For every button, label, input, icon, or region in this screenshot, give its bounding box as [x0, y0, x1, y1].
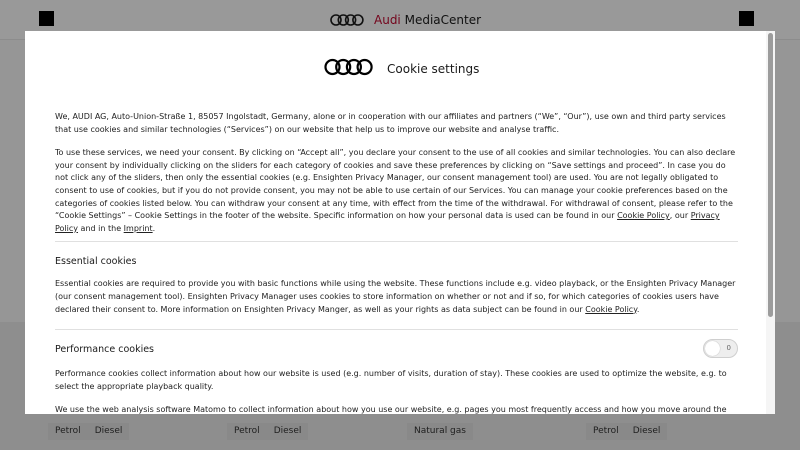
performance-cookies-toggle[interactable] [703, 339, 738, 358]
imprint-link[interactable]: Imprint [123, 223, 153, 233]
intro-separator: and in the [78, 223, 124, 233]
section-divider [55, 241, 738, 242]
fuel-tag[interactable]: Petrol [227, 423, 267, 440]
fuel-tag[interactable]: Diesel [626, 423, 668, 440]
fuel-tag[interactable]: Diesel [88, 423, 130, 440]
intro-paragraph-1: We, AUDI AG, Auto-Union-Straße 1, 85057 Ingolstadt, Germany, alone or in cooperation with our affiliates and partners (“We”, “Our”), use own and third party services that use cookies and similar technologies (“Services”) on our website that help us to improve our website and analyse traffic. [55, 112, 726, 134]
fuel-tag[interactable]: Petrol [48, 423, 88, 440]
dialog-header [25, 57, 766, 79]
essential-cookies-title: Essential cookies [55, 256, 137, 268]
essential-cookie-policy-link[interactable]: Cookie Policy [585, 304, 637, 314]
cookie-policy-link[interactable]: Cookie Policy [617, 211, 670, 221]
fuel-tag[interactable]: Natural gas [407, 423, 473, 440]
fuel-tag[interactable]: Diesel [267, 423, 309, 440]
intro-text: To use these services, we need your consent. By clicking on “Accept all”, you declare your consent to the use of all cookies and similar technologies. You can also declare your consent by individually clicking on the sliders for each category of cookies and save these preferences by clicking on “Save settings and proceed”. In case you do not click any of the sliders, then only the essential cookies (e.g. Ensighten Privacy Manager, our consent management tool) are used. You are not legally obligated to consent to use of cookies, but if you do not provide consent, you may not be able to use certain of our Services. You can manage your cookie preferences based on the categories of cookies listed below. You can withdraw your consent at any time, with effect from the time of the withdrawal. For withdrawal of consent, please refer to the “Cookie Settings” – Cookie Settings in the footer of the website. Specific information on how your personal data is used can be found in our [55, 148, 736, 221]
brand-mediacenter: MediaCenter [404, 13, 482, 27]
scrollbar-thumb[interactable] [768, 33, 773, 317]
intro-paragraph-2 [55, 147, 738, 235]
toggle-knob [705, 341, 720, 356]
brand-audi: Audi [374, 13, 401, 27]
cookie-settings-dialog [25, 31, 775, 414]
fuel-tag[interactable]: Petrol [586, 423, 626, 440]
essential-period: . [636, 304, 640, 314]
performance-cookies-text-1: Performance cookies collect information about how our website is used (e.g. number of visits, duration of stay). These cookies are used to optimize the website, e.g. to select the appropriate playback quality. [55, 369, 727, 391]
intro-separator: , our [669, 211, 691, 221]
privacy-policy-link[interactable]: Privacy Policy [55, 211, 720, 233]
toggle-state-label: 0 [726, 344, 731, 353]
performance-cookies-text-2: We use the web analysis software Matomo to collect information about how you use our website, e.g. pages you most frequently access and how you move around the [55, 405, 727, 414]
essential-cookies-text [55, 278, 738, 316]
dialog-content [55, 111, 738, 414]
dialog-title: Cookie settings [387, 62, 480, 76]
audi-rings-logo [324, 58, 374, 80]
performance-cookies-title: Performance cookies [55, 344, 155, 356]
dialog-scroll-area[interactable] [25, 31, 766, 414]
dialog-scrollbar[interactable] [766, 31, 775, 414]
section-divider [55, 329, 738, 330]
intro-period: . [152, 223, 156, 233]
performance-cookies-header [55, 343, 738, 357]
essential-text: Essential cookies are required to provide you with basic functions while using the website. These functions include e.g. video playback, or the Ensighten Privacy Manager (our consent management tool). Ensighten Privacy Manager uses cookies to store information on whether or not and if so, for which categories of cookies users have declared their consent to. More information on Ensighten Privacy Manger, as well as your rights as data subject can be found in our [55, 279, 736, 314]
